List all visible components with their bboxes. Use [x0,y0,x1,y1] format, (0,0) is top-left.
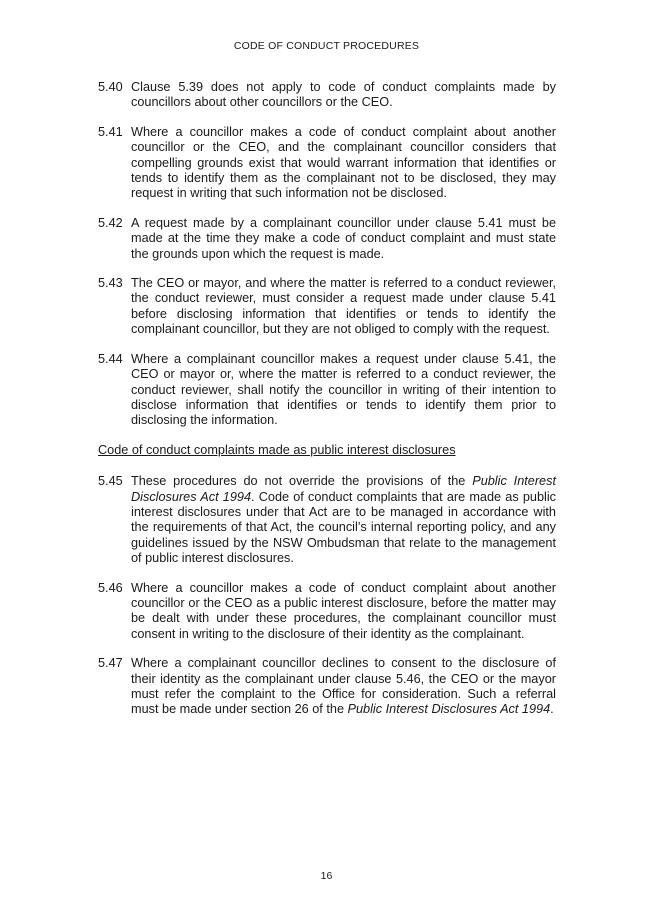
clause-text [131,276,556,338]
clause-number: 5.44 [98,351,123,366]
clause-list [98,474,556,718]
clause-5-46 [98,581,556,643]
clause-text-part: Where a complainant councillor declines to consent to the disclosure of their identity as the complainant under clause 5.46, the CEO or the mayor must refer the complaint to the Office for consideration. Such a referral must be made under section 26 of the [131,656,556,717]
clause-5-43 [98,276,556,338]
clause-5-45 [98,474,556,566]
clause-number: 5.47 [98,656,123,671]
clause-number: 5.46 [98,580,123,595]
clause-list [98,80,556,429]
clause-text-part: The CEO or mayor, and where the matter is referred to a conduct reviewer, the conduct reviewer, must consider a request made under clause 5.41 before disclosing information that identifies or tends to identify the complainant councillor, but they are not obliged to comply with the request. [131,276,556,337]
clause-5-42 [98,216,556,262]
clause-text-part: . [550,702,554,717]
clause-text-part: Clause 5.39 does not apply to code of conduct complaints made by councillors about other councillors or the CEO. [131,80,556,110]
clause-number: 5.40 [98,80,123,94]
clause-text-part: These procedures do not override the provisions of the [131,474,473,489]
clause-text [131,352,556,429]
clause-5-40 [98,80,556,111]
clause-text-part: Where a complainant councillor makes a request under clause 5.41, the CEO or mayor or, where the matter is referred to a conduct reviewer, the conduct reviewer, shall notify the councillor in writing of their intention to disclose information that identifies or tends to identify them prior to disclosing the information. [131,351,556,428]
clause-number: 5.42 [98,215,123,230]
clause-text-part: Where a councillor makes a code of conduct complaint about another councillor or the CEO, and the complainant councillor considers that compelling grounds exist that would warrant information that identifies or tends to identify them as the complainant not to be disclosed, they may request in writing that such information not be disclosed. [131,124,556,201]
clause-number: 5.41 [98,124,123,139]
clause-text [131,80,556,111]
clause-5-47 [98,656,556,718]
clause-text-part: A request made by a complainant councillor under clause 5.41 must be made at the time they make a code of conduct complaint and must state the grounds upon which the request is made. [131,215,556,261]
clause-text [131,474,556,566]
clause-text [131,656,556,718]
section-subheading: Code of conduct complaints made as public interest disclosures [98,442,456,457]
page-header: CODE OF CONDUCT PROCEDURES [233,40,420,52]
page-number: 16 [320,870,333,882]
document-body [98,80,556,732]
clause-number: 5.43 [98,276,123,291]
clause-text [131,125,556,202]
clause-text-part: . Code of conduct complaints that are made as public interest disclosures under that Act are to be managed in accordance with the requirements of that Act, the council’s internal reporting policy, and any guidelines issued by the NSW Ombudsman that relate to the management of public interest disclosures. [131,489,556,566]
clause-text-part: Where a councillor makes a code of conduct complaint about another councillor or the CEO as a public interest disclosure, before the matter may be dealt with under these procedures, the complainant councillor must consent in writing to the disclosure of their identity as the complainant. [131,580,556,641]
clause-5-41 [98,125,556,202]
clause-text [131,581,556,643]
act-title: Public Interest Disclosures Act 1994 [131,474,556,504]
clause-number: 5.45 [98,474,123,489]
clause-text [131,216,556,262]
clause-5-44 [98,352,556,429]
act-title: Public Interest Disclosures Act 1994 [347,702,551,717]
